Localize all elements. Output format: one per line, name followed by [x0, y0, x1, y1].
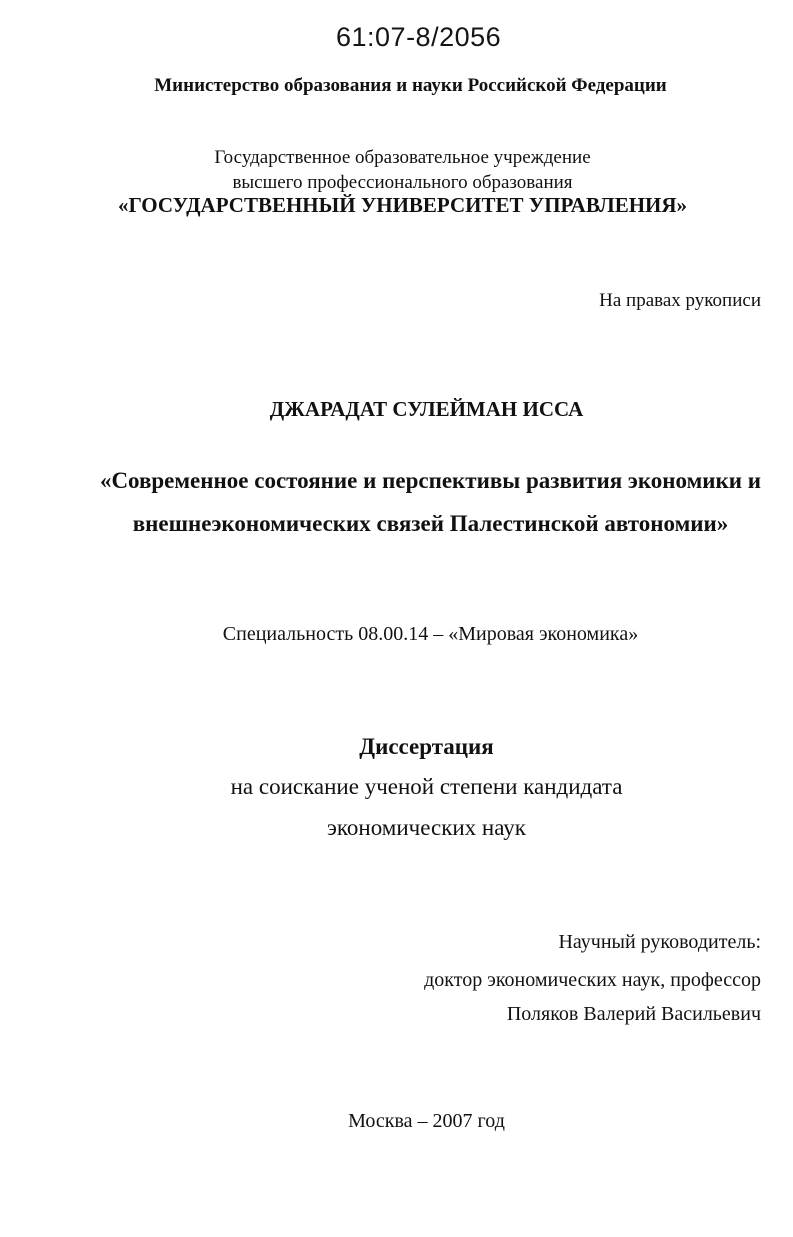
- thesis-title-line-2: внешнеэкономических связей Палестинской автономии»: [132, 511, 729, 536]
- degree-line-2: экономических наук: [327, 815, 526, 840]
- institution-name: «ГОСУДАРСТВЕННЫЙ УНИВЕРСИТЕТ УПРАВЛЕНИЯ»: [117, 193, 688, 217]
- supervisor-rank: доктор экономических наук, профессор: [424, 969, 761, 991]
- supervisor-label: Научный руководитель:: [558, 931, 761, 953]
- institution-line-2: высшего профессионального образования: [232, 172, 573, 193]
- city-year: Москва – 2007 год: [348, 1110, 505, 1132]
- author-name: ДЖАРАДАТ СУЛЕЙМАН ИССА: [269, 397, 584, 421]
- degree-line-1: на соискание ученой степени кандидата: [230, 774, 623, 799]
- document-type: Диссертация: [359, 734, 494, 759]
- thesis-title-line-1: «Современное состояние и перспективы развития экономики и: [99, 468, 762, 493]
- catalog-number: 61:07-8/2056: [336, 22, 502, 52]
- ministry-heading: Министерство образования и науки Российской Федерации: [154, 75, 667, 96]
- specialty: Специальность 08.00.14 – «Мировая экономика»: [222, 623, 639, 645]
- institution-line-1: Государственное образовательное учреждение: [214, 147, 591, 168]
- supervisor-name: Поляков Валерий Васильевич: [506, 1003, 761, 1025]
- manuscript-note: На правах рукописи: [599, 290, 761, 311]
